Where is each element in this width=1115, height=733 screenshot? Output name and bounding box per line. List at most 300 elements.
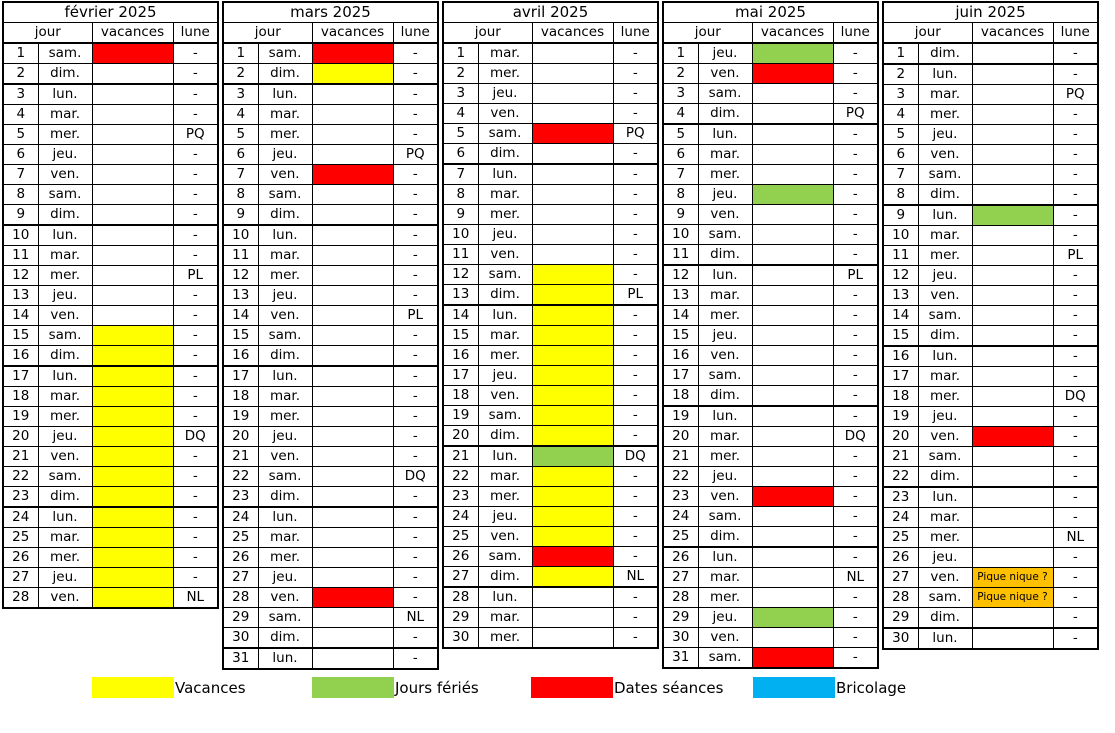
day-number: 13 — [443, 285, 478, 306]
day-number: 20 — [883, 427, 918, 447]
day-row — [663, 447, 878, 467]
day-number: 3 — [443, 84, 478, 104]
day-row — [223, 528, 438, 548]
day-number: 20 — [663, 427, 698, 447]
day-row — [3, 246, 218, 266]
vacances-cell — [312, 306, 393, 326]
vacances-cell — [532, 225, 613, 245]
day-number: 1 — [883, 43, 918, 64]
day-row — [883, 85, 1098, 105]
moon-phase: - — [173, 507, 218, 528]
col-header-jour: jour — [3, 23, 92, 44]
vacances-cell — [92, 125, 173, 145]
vacances-cell — [752, 547, 833, 568]
day-number: 15 — [443, 326, 478, 346]
moon-phase: NL — [613, 567, 658, 588]
day-number: 17 — [223, 366, 258, 387]
day-row — [883, 568, 1098, 588]
col-header-lune: lune — [1053, 23, 1098, 44]
day-name: mar. — [38, 528, 92, 548]
day-name: dim. — [258, 346, 312, 367]
day-name: jeu. — [918, 266, 972, 286]
moon-phase: PL — [393, 306, 438, 326]
day-name: lun. — [38, 84, 92, 105]
moon-phase: - — [1053, 165, 1098, 185]
day-name: mer. — [38, 548, 92, 568]
day-name: mar. — [698, 568, 752, 588]
day-row — [883, 508, 1098, 528]
day-name: mar. — [918, 85, 972, 105]
vacances-cell — [752, 427, 833, 447]
moon-phase: - — [173, 84, 218, 105]
moon-phase: - — [833, 487, 878, 507]
vacances-cell — [972, 286, 1053, 306]
day-row — [443, 84, 658, 104]
month-title: février 2025 — [3, 2, 218, 23]
moon-phase: - — [613, 64, 658, 84]
legend-color-swatch — [531, 677, 613, 698]
vacances-cell — [532, 124, 613, 144]
day-row — [3, 64, 218, 85]
day-number: 8 — [443, 185, 478, 205]
day-name: jeu. — [478, 507, 532, 527]
vacances-cell — [312, 407, 393, 427]
day-row — [223, 165, 438, 185]
day-number: 18 — [663, 386, 698, 407]
day-row — [443, 346, 658, 366]
day-number: 3 — [223, 84, 258, 105]
vacances-cell — [312, 387, 393, 407]
day-name: mar. — [478, 326, 532, 346]
vacances-cell — [92, 225, 173, 246]
moon-phase: - — [1053, 508, 1098, 528]
vacances-cell — [532, 185, 613, 205]
moon-phase: - — [833, 547, 878, 568]
day-number: 2 — [443, 64, 478, 84]
day-number: 28 — [3, 588, 38, 609]
vacances-cell — [752, 628, 833, 648]
moon-phase: - — [1053, 125, 1098, 145]
day-name: sam. — [698, 84, 752, 104]
day-row — [883, 185, 1098, 206]
vacances-cell — [532, 265, 613, 285]
day-number: 10 — [3, 225, 38, 246]
day-number: 15 — [883, 326, 918, 347]
day-number: 29 — [663, 608, 698, 628]
vacances-cell — [532, 346, 613, 366]
day-number: 1 — [223, 43, 258, 64]
legend-label: Dates séances — [614, 678, 724, 697]
day-number: 7 — [883, 165, 918, 185]
moon-phase: - — [393, 628, 438, 649]
day-number: 16 — [883, 346, 918, 367]
calendar — [2, 1, 1099, 670]
vacances-cell — [972, 447, 1053, 467]
vacances-cell — [312, 185, 393, 205]
day-number: 8 — [223, 185, 258, 205]
day-name: ven. — [38, 588, 92, 609]
moon-phase: PQ — [833, 104, 878, 125]
day-row — [3, 225, 218, 246]
day-name: ven. — [698, 628, 752, 648]
day-name: sam. — [918, 588, 972, 608]
day-number: 2 — [663, 64, 698, 84]
vacances-cell: Pique nique ? — [972, 568, 1053, 588]
vacances-cell — [312, 366, 393, 387]
day-row — [223, 507, 438, 528]
moon-phase: - — [833, 245, 878, 266]
vacances-cell — [752, 366, 833, 386]
day-name: ven. — [698, 205, 752, 225]
day-number: 26 — [3, 548, 38, 568]
moon-phase: - — [1053, 447, 1098, 467]
vacances-cell — [92, 467, 173, 487]
day-number: 13 — [3, 286, 38, 306]
day-name: jeu. — [478, 366, 532, 386]
day-number: 7 — [3, 165, 38, 185]
moon-phase: - — [833, 124, 878, 145]
day-name: lun. — [258, 225, 312, 246]
day-row — [663, 205, 878, 225]
day-row — [3, 326, 218, 346]
moon-phase: - — [833, 628, 878, 648]
vacances-cell — [92, 366, 173, 387]
day-row — [883, 346, 1098, 367]
day-name: jeu. — [698, 608, 752, 628]
moon-phase: - — [833, 205, 878, 225]
vacances-cell — [752, 185, 833, 205]
vacances-cell — [92, 507, 173, 528]
moon-phase: PQ — [173, 125, 218, 145]
moon-phase: - — [173, 64, 218, 85]
day-name: sam. — [38, 43, 92, 64]
moon-phase: - — [613, 205, 658, 225]
day-number: 23 — [443, 487, 478, 507]
day-name: dim. — [258, 628, 312, 649]
day-number: 23 — [663, 487, 698, 507]
day-number: 19 — [443, 406, 478, 426]
vacances-cell — [92, 528, 173, 548]
day-number: 23 — [223, 487, 258, 508]
day-row — [883, 407, 1098, 427]
day-row — [443, 547, 658, 567]
moon-phase: - — [833, 406, 878, 427]
vacances-cell — [92, 447, 173, 467]
vacances-cell — [752, 568, 833, 588]
day-number: 5 — [3, 125, 38, 145]
day-name: mar. — [478, 43, 532, 64]
day-row — [223, 145, 438, 165]
vacances-cell — [312, 64, 393, 85]
moon-phase: - — [1053, 43, 1098, 64]
moon-phase: - — [833, 648, 878, 669]
vacances-cell — [972, 367, 1053, 387]
day-row — [3, 306, 218, 326]
day-name: mer. — [258, 407, 312, 427]
day-number: 8 — [663, 185, 698, 205]
day-name: sam. — [478, 124, 532, 144]
day-row — [223, 387, 438, 407]
day-number: 8 — [3, 185, 38, 205]
vacances-cell — [752, 527, 833, 548]
vacances-cell — [972, 407, 1053, 427]
vacances-cell: Pique nique ? — [972, 588, 1053, 608]
day-name: lun. — [918, 64, 972, 85]
day-name: mar. — [258, 387, 312, 407]
vacances-cell — [972, 346, 1053, 367]
moon-phase: PQ — [613, 124, 658, 144]
moon-phase: - — [1053, 286, 1098, 306]
moon-phase: - — [1053, 64, 1098, 85]
day-name: ven. — [478, 104, 532, 124]
day-row — [443, 386, 658, 406]
vacances-cell — [972, 306, 1053, 326]
legend-label: Jours fériés — [395, 678, 479, 697]
day-number: 16 — [3, 346, 38, 367]
vacances-cell — [972, 205, 1053, 226]
day-number: 28 — [223, 588, 258, 608]
day-name: ven. — [698, 346, 752, 366]
moon-phase: - — [393, 246, 438, 266]
day-row — [223, 225, 438, 246]
day-name: lun. — [698, 124, 752, 145]
vacances-cell — [972, 427, 1053, 447]
vacances-cell — [532, 608, 613, 628]
day-name: jeu. — [38, 568, 92, 588]
day-name: sam. — [478, 406, 532, 426]
month-table-5 — [882, 1, 1099, 650]
day-name: lun. — [478, 305, 532, 326]
day-number: 12 — [443, 265, 478, 285]
moon-phase: - — [393, 105, 438, 125]
day-number: 14 — [443, 305, 478, 326]
vacances-cell — [92, 568, 173, 588]
day-name: ven. — [478, 527, 532, 547]
col-header-vacances: vacances — [972, 23, 1053, 44]
day-number: 17 — [443, 366, 478, 386]
day-number: 14 — [883, 306, 918, 326]
vacances-cell — [312, 487, 393, 508]
moon-phase: - — [173, 306, 218, 326]
moon-phase: - — [173, 165, 218, 185]
vacances-cell — [532, 487, 613, 507]
vacances-cell — [532, 587, 613, 608]
day-number: 5 — [223, 125, 258, 145]
vacances-cell — [92, 407, 173, 427]
day-row — [883, 487, 1098, 508]
vacances-cell — [752, 608, 833, 628]
day-name: ven. — [38, 447, 92, 467]
day-row — [3, 568, 218, 588]
day-name: ven. — [258, 588, 312, 608]
day-row — [443, 43, 658, 64]
day-row — [883, 608, 1098, 629]
day-row — [663, 507, 878, 527]
day-row — [443, 185, 658, 205]
moon-phase: - — [613, 507, 658, 527]
day-name: sam. — [38, 467, 92, 487]
day-name: lun. — [38, 225, 92, 246]
moon-phase: NL — [173, 588, 218, 609]
vacances-cell — [752, 124, 833, 145]
moon-phase: - — [173, 225, 218, 246]
vacances-cell — [532, 547, 613, 567]
moon-phase: - — [613, 346, 658, 366]
day-row — [223, 84, 438, 105]
day-number: 30 — [883, 628, 918, 649]
day-number: 22 — [663, 467, 698, 487]
day-name: dim. — [918, 326, 972, 347]
moon-phase: - — [393, 165, 438, 185]
vacances-cell — [972, 628, 1053, 649]
vacances-cell — [752, 64, 833, 84]
day-number: 4 — [883, 105, 918, 125]
day-row — [223, 588, 438, 608]
day-row — [223, 467, 438, 487]
vacances-cell — [312, 467, 393, 487]
day-name: mar. — [698, 286, 752, 306]
day-name: sam. — [698, 648, 752, 669]
day-number: 20 — [3, 427, 38, 447]
day-name: mer. — [478, 487, 532, 507]
day-row — [223, 608, 438, 628]
day-row — [443, 285, 658, 306]
day-number: 1 — [663, 43, 698, 64]
day-number: 23 — [3, 487, 38, 508]
vacances-cell — [532, 527, 613, 547]
moon-phase: - — [1053, 145, 1098, 165]
day-number: 22 — [223, 467, 258, 487]
moon-phase: - — [833, 527, 878, 548]
day-row — [883, 387, 1098, 407]
vacances-cell — [92, 427, 173, 447]
day-row — [663, 588, 878, 608]
day-row — [443, 527, 658, 547]
day-row — [883, 64, 1098, 85]
day-row — [443, 104, 658, 124]
day-name: lun. — [918, 628, 972, 649]
day-name: lun. — [258, 366, 312, 387]
day-name: jeu. — [698, 43, 752, 64]
day-name: ven. — [258, 306, 312, 326]
day-number: 24 — [223, 507, 258, 528]
day-name: dim. — [918, 185, 972, 206]
moon-phase: - — [613, 245, 658, 265]
day-row — [883, 105, 1098, 125]
moon-phase: DQ — [393, 467, 438, 487]
day-row — [883, 367, 1098, 387]
moon-phase: - — [393, 43, 438, 64]
day-name: dim. — [478, 285, 532, 306]
day-row — [3, 407, 218, 427]
vacances-cell — [92, 43, 173, 64]
legend-color-swatch — [92, 677, 174, 698]
day-row — [223, 64, 438, 85]
moon-phase: - — [613, 305, 658, 326]
day-name: jeu. — [478, 225, 532, 245]
vacances-cell — [532, 446, 613, 467]
day-name: lun. — [698, 547, 752, 568]
day-number: 12 — [223, 266, 258, 286]
day-row — [443, 205, 658, 225]
vacances-cell — [92, 548, 173, 568]
day-name: mer. — [918, 105, 972, 125]
day-number: 31 — [223, 648, 258, 669]
vacances-cell — [92, 205, 173, 226]
day-name: jeu. — [698, 326, 752, 346]
moon-phase: - — [393, 507, 438, 528]
day-number: 7 — [663, 165, 698, 185]
day-row — [663, 366, 878, 386]
day-name: jeu. — [478, 84, 532, 104]
day-name: lun. — [258, 648, 312, 669]
vacances-cell — [312, 246, 393, 266]
day-row — [223, 185, 438, 205]
vacances-cell — [752, 165, 833, 185]
moon-phase: - — [833, 185, 878, 205]
vacances-cell — [532, 164, 613, 185]
day-row — [663, 648, 878, 669]
day-name: jeu. — [258, 286, 312, 306]
day-row — [663, 326, 878, 346]
month-title: juin 2025 — [883, 2, 1098, 23]
day-row — [883, 286, 1098, 306]
day-number: 25 — [663, 527, 698, 548]
day-row — [3, 447, 218, 467]
day-number: 21 — [223, 447, 258, 467]
moon-phase: - — [393, 286, 438, 306]
moon-phase: - — [833, 145, 878, 165]
vacances-cell — [972, 85, 1053, 105]
day-name: ven. — [698, 487, 752, 507]
day-name: ven. — [258, 447, 312, 467]
legend-color-swatch — [312, 677, 394, 698]
day-number: 28 — [663, 588, 698, 608]
day-name: mer. — [698, 306, 752, 326]
vacances-cell — [92, 185, 173, 205]
day-row — [663, 568, 878, 588]
moon-phase: - — [833, 64, 878, 84]
moon-phase: - — [833, 467, 878, 487]
moon-phase: - — [613, 628, 658, 649]
moon-phase: - — [613, 406, 658, 426]
moon-phase: - — [833, 165, 878, 185]
day-row — [663, 628, 878, 648]
moon-phase: - — [613, 104, 658, 124]
day-number: 6 — [443, 144, 478, 165]
day-row — [223, 548, 438, 568]
day-number: 2 — [3, 64, 38, 85]
day-row — [443, 507, 658, 527]
day-name: lun. — [258, 84, 312, 105]
month-table-1 — [2, 1, 219, 609]
day-name: mar. — [258, 246, 312, 266]
vacances-cell — [312, 125, 393, 145]
day-row — [3, 346, 218, 367]
day-name: mer. — [698, 447, 752, 467]
col-header-vacances: vacances — [312, 23, 393, 44]
day-number: 23 — [883, 487, 918, 508]
moon-phase: - — [173, 105, 218, 125]
day-name: dim. — [698, 527, 752, 548]
day-name: mar. — [918, 508, 972, 528]
day-row — [223, 326, 438, 346]
vacances-cell — [312, 43, 393, 64]
day-number: 25 — [3, 528, 38, 548]
moon-phase: - — [393, 528, 438, 548]
day-name: jeu. — [38, 145, 92, 165]
day-number: 9 — [3, 205, 38, 226]
